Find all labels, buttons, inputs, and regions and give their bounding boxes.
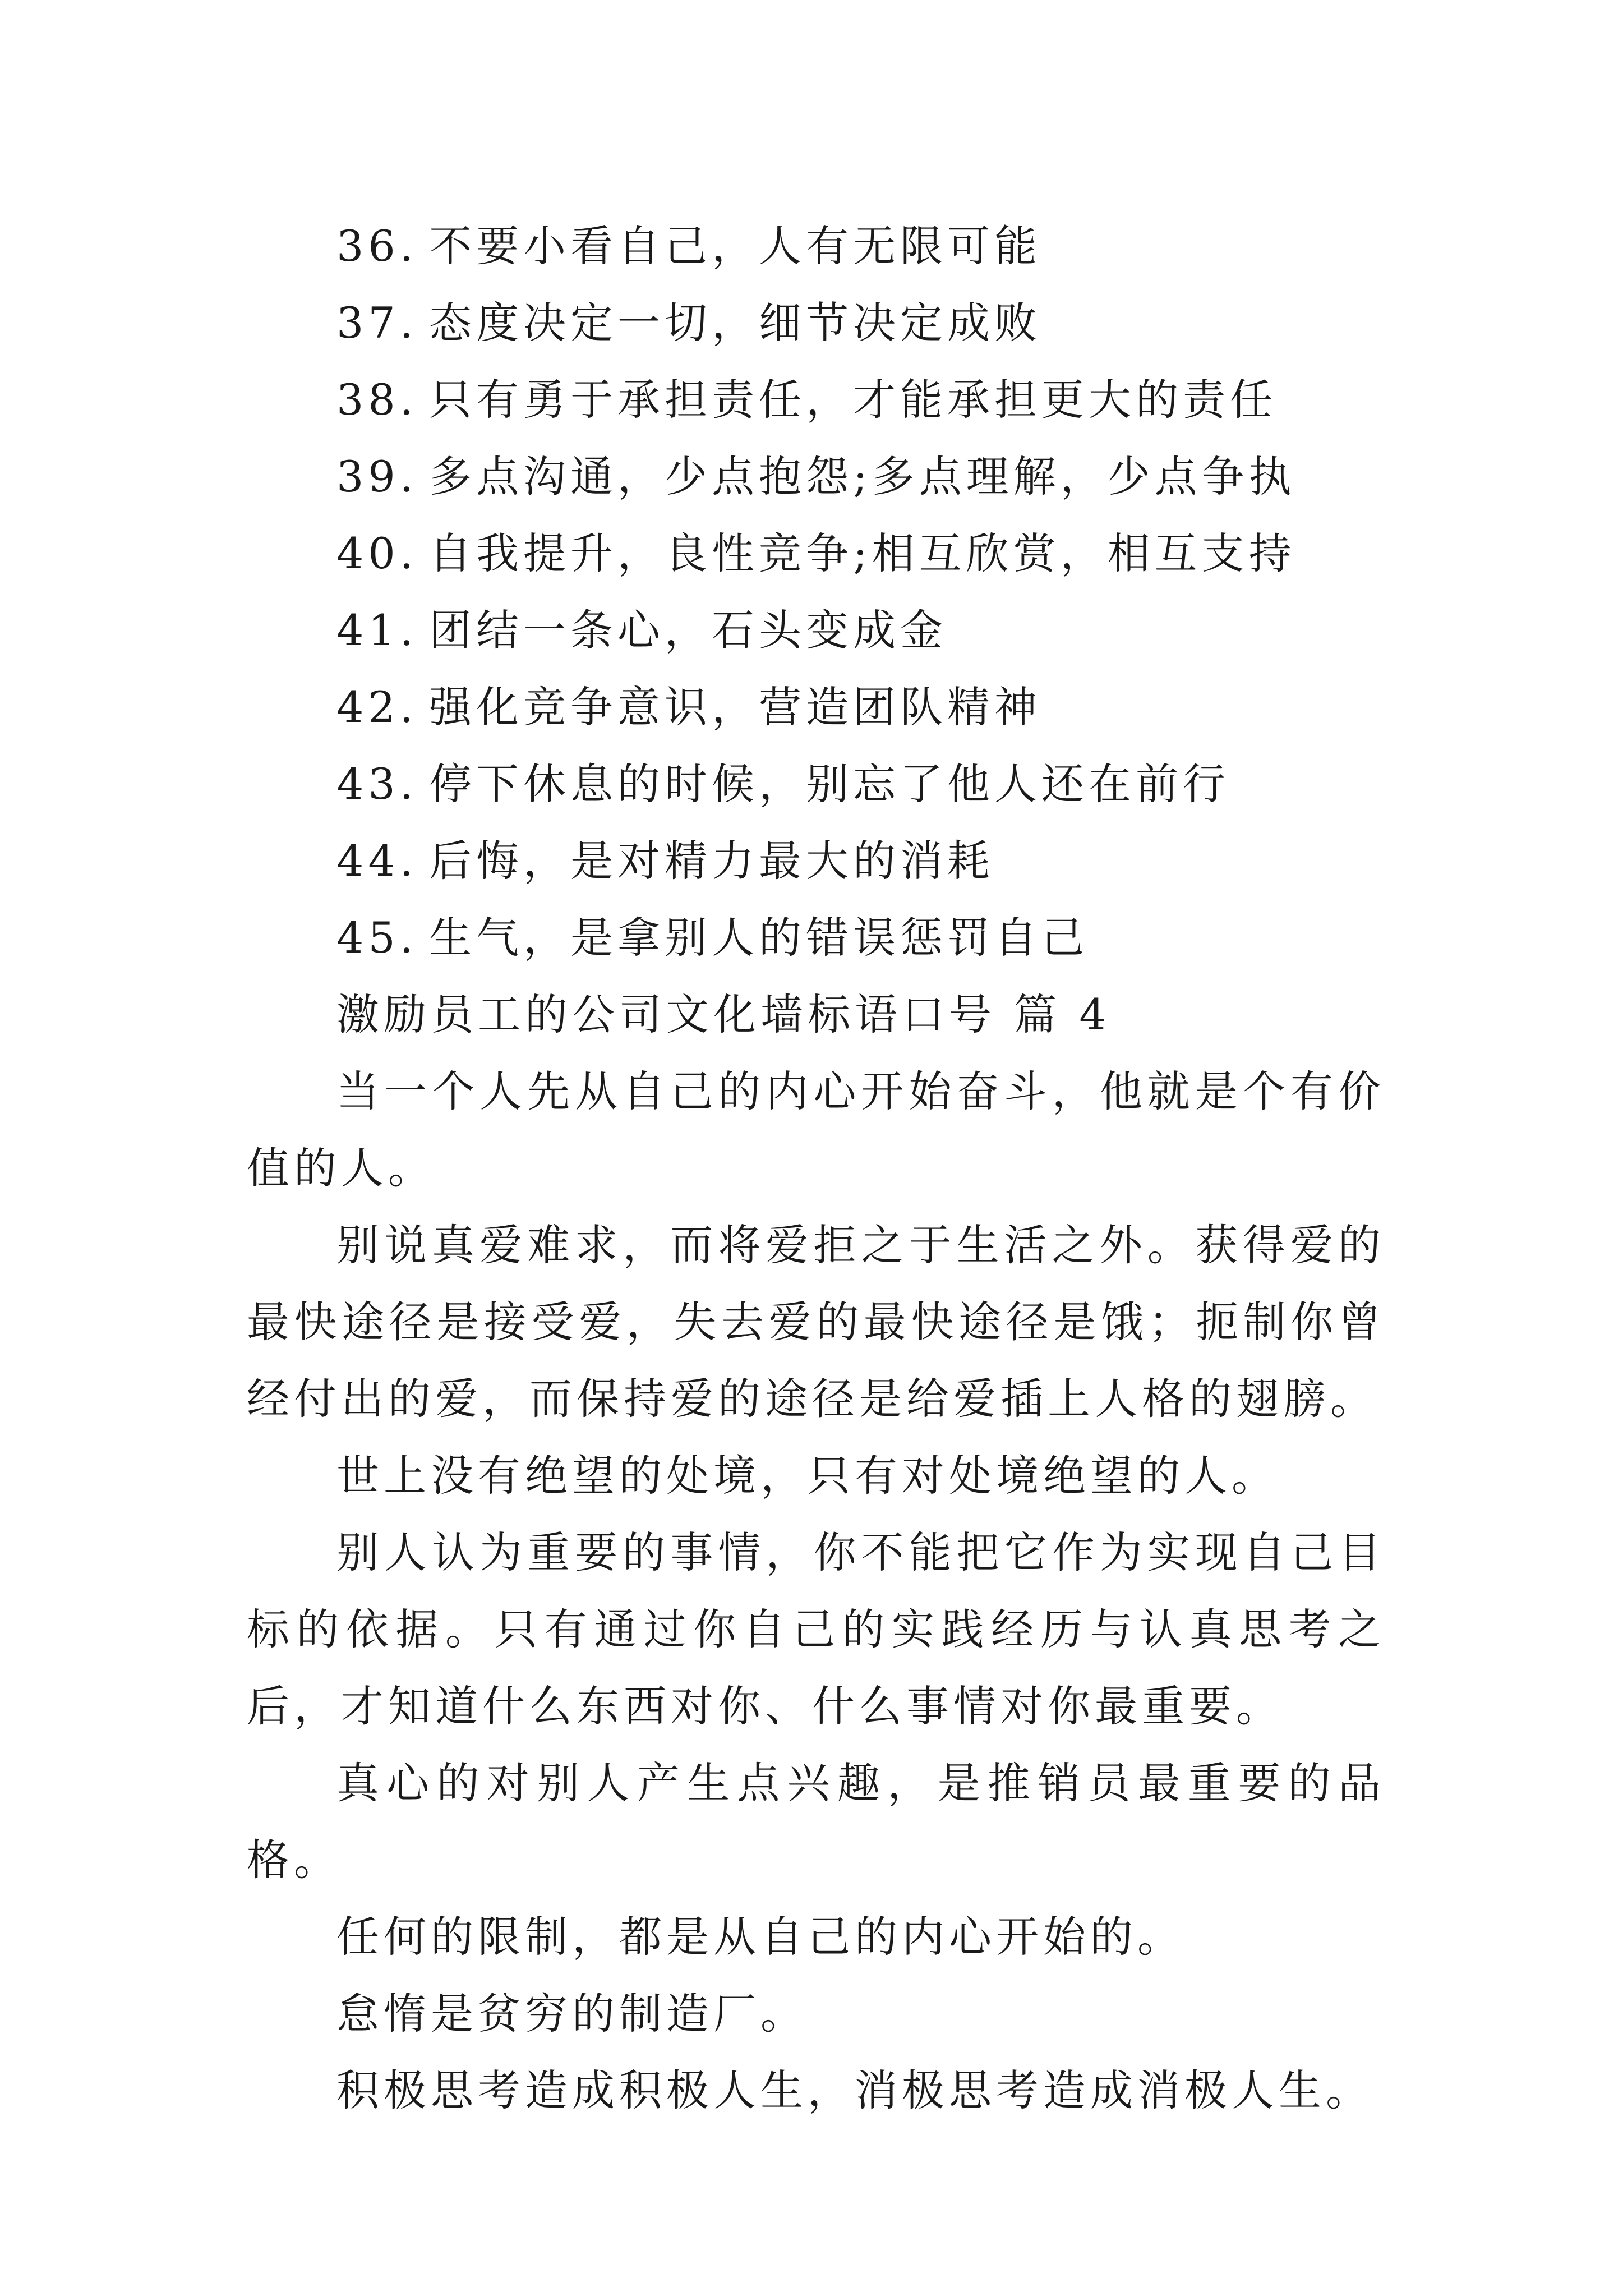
list-item-45 [247,899,1385,976]
list-item-44 [247,822,1385,899]
list-item-number: 37. [336,298,418,348]
list-item-text: 多点沟通，少点抱怨;多点理解，少点争执 [429,452,1296,501]
list-item-text: 后悔，是对精力最大的消耗 [429,836,994,886]
list-item-number: 39. [336,452,418,501]
list-item-number: 40. [336,528,418,578]
list-item-40 [247,515,1385,592]
list-item-text: 停下休息的时候，别忘了他人还在前行 [429,759,1230,809]
list-item-text: 态度决定一切，细节决定成败 [429,298,1041,348]
list-item-text: 不要小看自己，人有无限可能 [429,221,1041,271]
list-item-42 [247,669,1385,746]
list-item-text: 强化竞争意识，营造团队精神 [429,682,1041,732]
paragraph: 世上没有绝望的处境，只有对处境绝望的人。 [336,1451,1279,1501]
paragraph: 怠惰是贫穷的制造厂。 [336,1989,808,2039]
paragraph: 当一个人先从自己的内心开始奋斗，他就是个有价值的人。 [247,1066,1385,1193]
section-heading: 激励员工的公司文化墙标语口号 篇 4 [336,990,1111,1039]
list-item-number: 45. [336,913,418,963]
list-item-number: 38. [336,375,418,425]
list-item-number: 41. [336,605,418,655]
list-item-38 [247,361,1385,438]
list-item-text: 只有勇于承担责任，才能承担更大的责任 [429,375,1277,425]
list-item-39 [247,438,1385,515]
list-item-43 [247,746,1385,822]
list-item-text: 生气，是拿别人的错误惩罚自己 [429,913,1089,963]
list-item-37 [247,284,1385,361]
list-item-number: 44. [336,836,418,886]
document-body [247,208,1385,2129]
list-item-number: 42. [336,682,418,732]
paragraph: 别人认为重要的事情，你不能把它作为实现自己目标的依据。只有通过你自己的实践经历与认真思考之后，才知道什么东西对你、什么事情对你最重要。 [247,1527,1385,1731]
paragraph: 别说真爱难求，而将爱拒之于生活之外。获得爱的最快途径是接受爱，失去爱的最快途径是饿；扼制你曾经付出的爱，而保持爱的途径是给爱插上人格的翅膀。 [247,1220,1385,1424]
paragraph: 任何的限制，都是从自己的内心开始的。 [336,1912,1184,1962]
list-item-number: 36. [336,221,418,271]
list-item-36 [247,208,1385,284]
list-item-text: 团结一条心，石头变成金 [429,605,947,655]
list-item-text: 自我提升，良性竞争;相互欣赏，相互支持 [429,528,1296,578]
list-item-41 [247,592,1385,669]
list-item-number: 43. [336,759,418,809]
paragraph: 真心的对别人产生点兴趣，是推销员最重要的品格。 [247,1758,1385,1885]
paragraph: 积极思考造成积极人生，消极思考造成消极人生。 [336,2065,1373,2115]
